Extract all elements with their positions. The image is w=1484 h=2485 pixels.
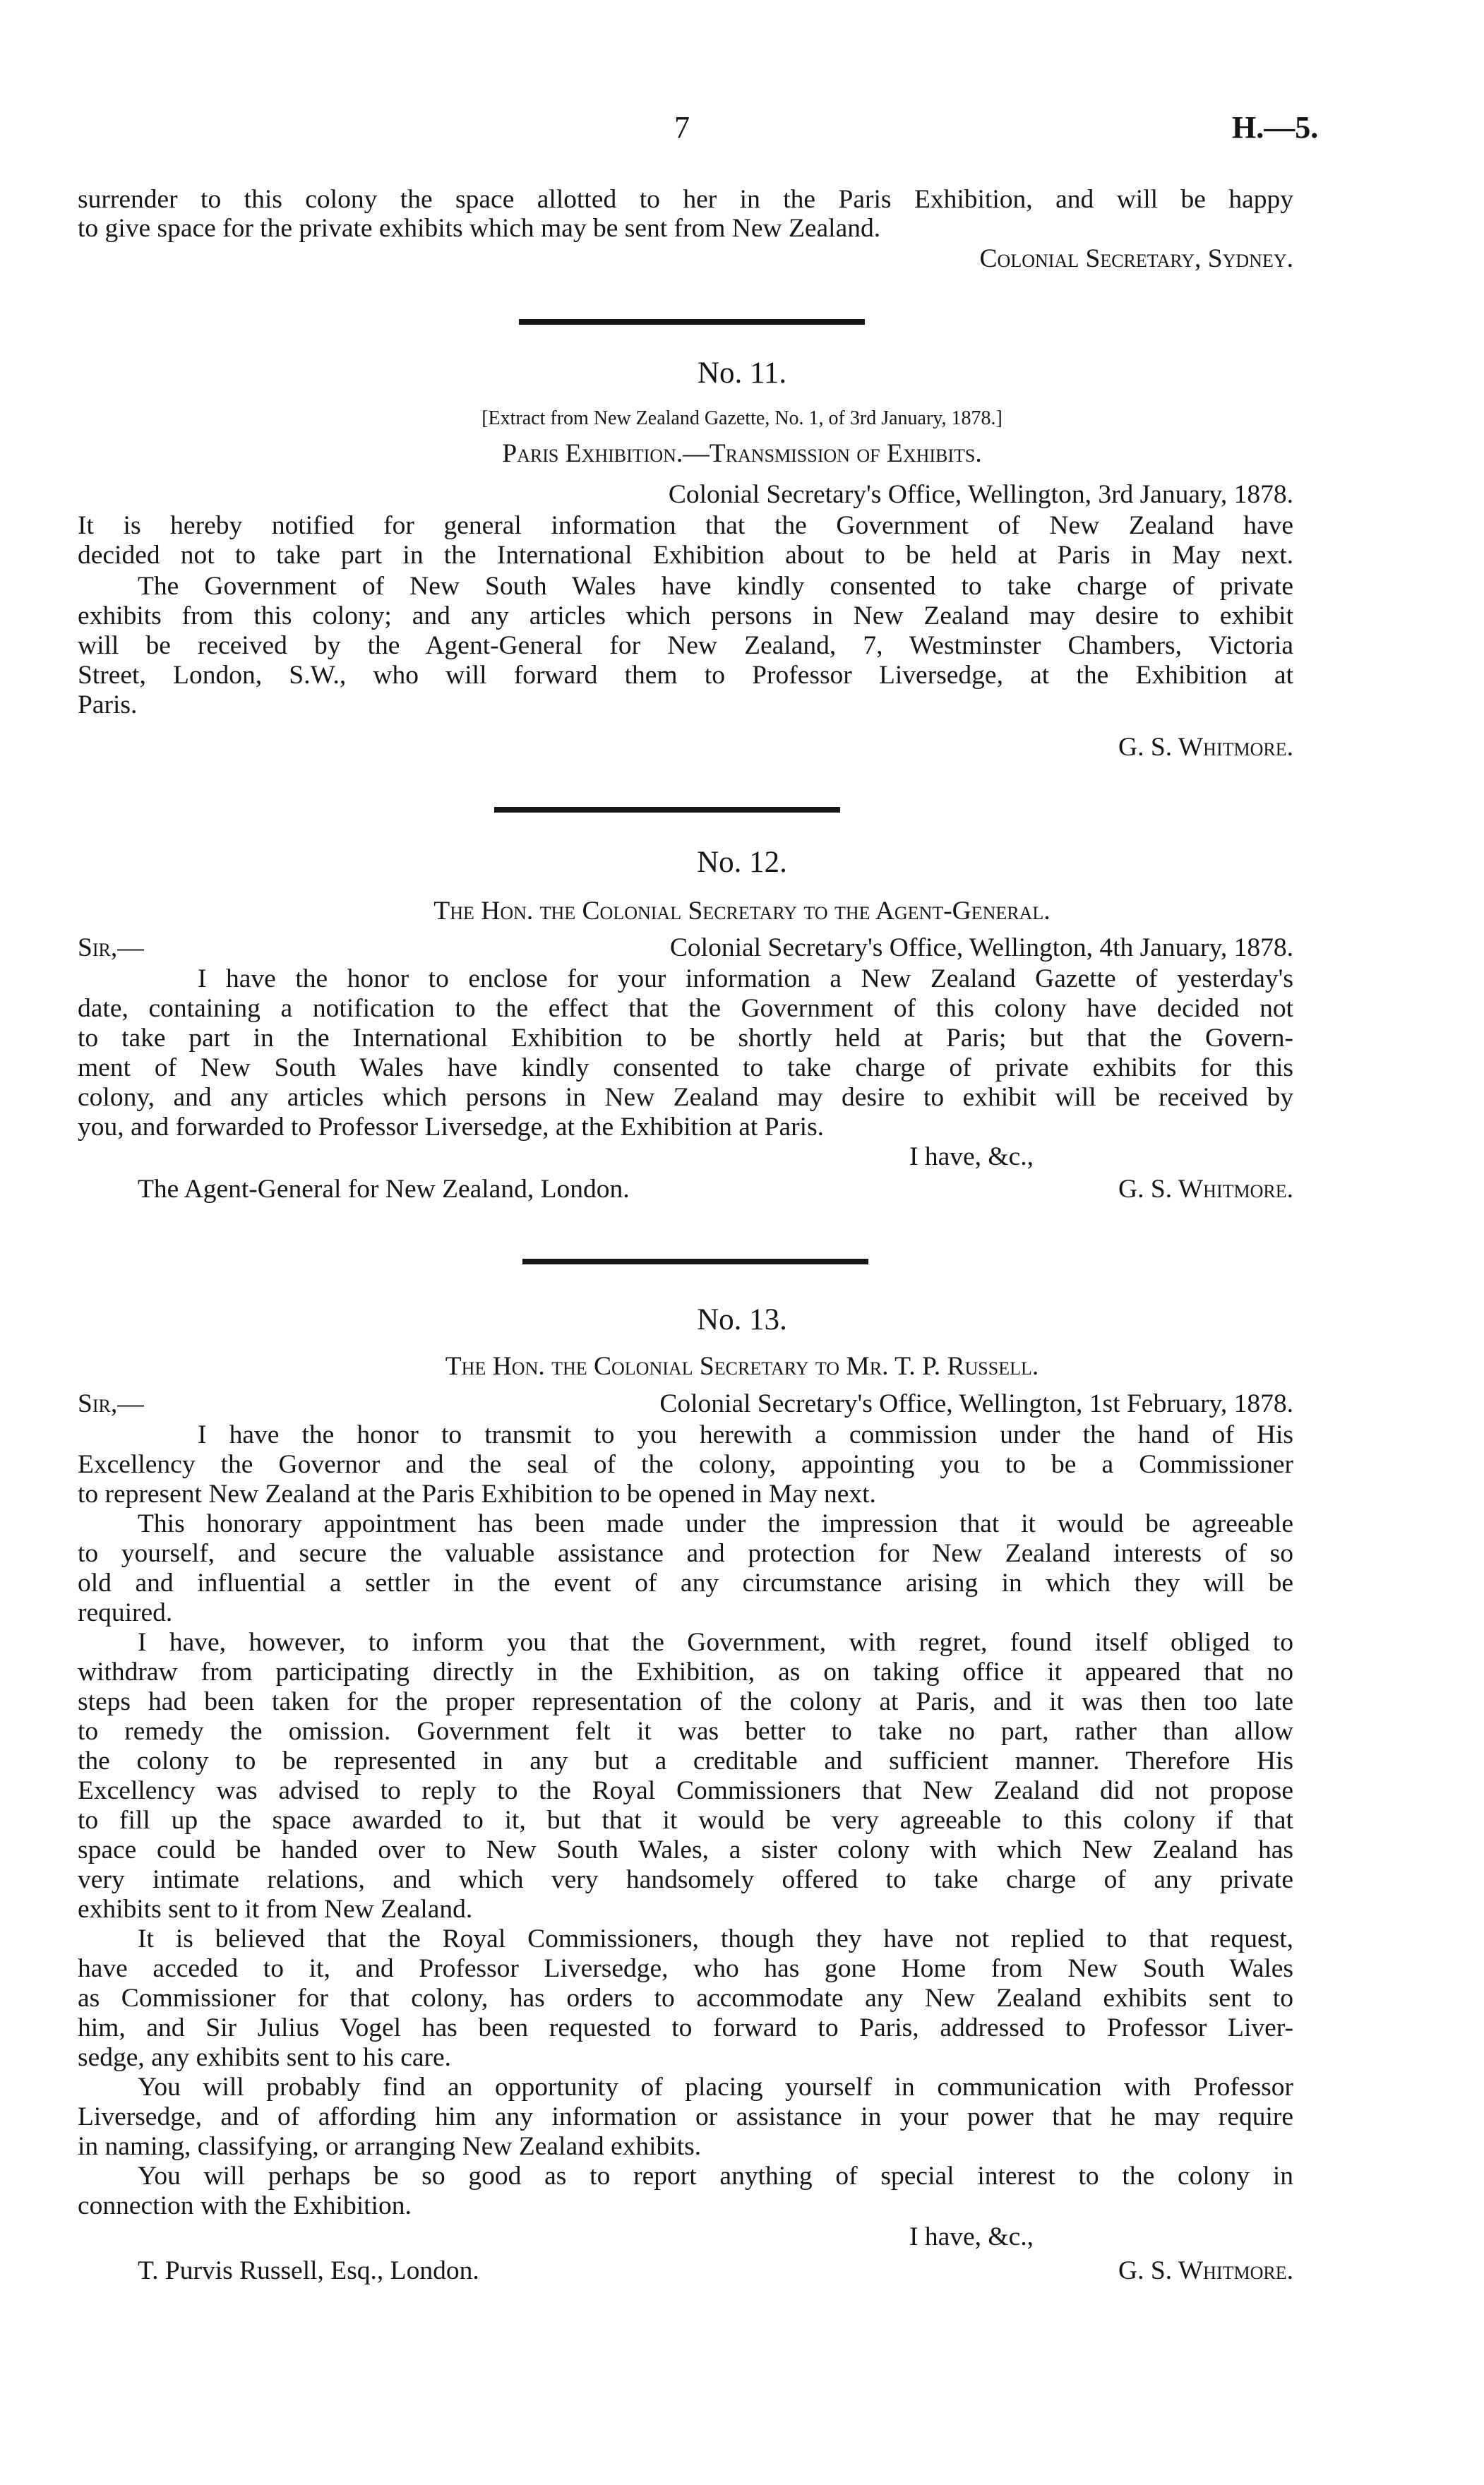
no12-body-line: you, and forwarded to Professor Liversedge, at the Exhibition at Paris. <box>78 1113 825 1142</box>
no11-para2-line: will be received by the Agent-General for New Zealand, 7, Westminster Chambers, Victoria <box>78 631 1293 660</box>
no12-body-line: I have the honor to enclose for your information a New Zealand Gazette of yesterday's <box>198 964 1293 993</box>
no13-para2-line: to yourself, and secure the valuable assistance and protection for New Zealand interests of so <box>78 1539 1293 1568</box>
no12-addressee: The Agent-General for New Zealand, London. <box>138 1175 630 1204</box>
no13-para3-line: I have, however, to inform you that the Government, with regret, found itself obliged to <box>138 1628 1293 1657</box>
no13-para3-line: the colony to be represented in any but a creditable and sufficient manner. Therefore His <box>78 1747 1293 1776</box>
no12-body-line: ment of New South Wales have kindly consented to take charge of private exhibits for this <box>78 1053 1293 1082</box>
no13-para5-line: in naming, classifying, or arranging New Zealand exhibits. <box>78 2132 702 2161</box>
no13-para3-line: exhibits sent to it from New Zealand. <box>78 1895 473 1924</box>
no11-para1-line: It is hereby notified for general information that the Government of New Zealand have <box>78 511 1293 540</box>
section-divider <box>522 1259 868 1264</box>
no12-body-line: to take part in the International Exhibition to be shortly held at Paris; but that the Govern- <box>78 1024 1293 1053</box>
no11-signature: G. S. Whitmore. <box>1118 733 1293 762</box>
no12-closing: I have, &c., <box>909 1142 1034 1171</box>
no12-body-line: colony, and any articles which persons in New Zealand may desire to exhibit will be received by <box>78 1083 1293 1112</box>
no13-para3-line: space could be handed over to New South Wales, a sister colony with which New Zealand has <box>78 1836 1293 1864</box>
section-divider <box>494 807 840 813</box>
no13-para2-line: required. <box>78 1598 173 1627</box>
no13-para1-line: Excellency the Governor and the seal of the colony, appointing you to be a Commissioner <box>78 1450 1293 1479</box>
no11-para2-line: Paris. <box>78 690 138 719</box>
no13-para6-line: connection with the Exhibition. <box>78 2191 412 2220</box>
no11-para2-line: The Government of New South Wales have kindly consented to take charge of private <box>138 572 1293 601</box>
no13-para3-line: very intimate relations, and which very handsomely offered to take charge of any private <box>78 1865 1293 1894</box>
section-number-11: No. 11. <box>697 357 787 390</box>
salutation-13: Sir,— <box>78 1389 144 1418</box>
no12-signature: G. S. Whitmore. <box>1118 1175 1293 1204</box>
no13-para5-line: Liversedge, and of affording him any information or assistance in your power that he may require <box>78 2102 1293 2131</box>
no11-para2-line: Street, London, S.W., who will forward them to Professor Liversedge, at the Exhibition at <box>78 661 1293 690</box>
no13-para3-line: to remedy the omission. Government felt it was better to take no part, rather than allow <box>78 1717 1293 1746</box>
no13-para2-line: old and influential a settler in the event of any circumstance arising in which they will be <box>78 1569 1293 1598</box>
no12-body-line: date, containing a notification to the effect that the Government of this colony have decided not <box>78 994 1293 1023</box>
no13-para3-line: Excellency was advised to reply to the Royal Commissioners that New Zealand did not propose <box>78 1776 1293 1805</box>
no11-para1-line: decided not to take part in the International Exhibition about to be held at Paris in May next. <box>78 541 1293 570</box>
no13-para5-line: You will probably find an opportunity of placing yourself in communication with Professor <box>138 2073 1293 2102</box>
page-number: 7 <box>674 110 690 145</box>
dateline-13: Colonial Secretary's Office, Wellington, 1st February, 1878. <box>659 1389 1293 1418</box>
no13-para4-line: have acceded to it, and Professor Liversedge, who has gone Home from New South Wales <box>78 1954 1293 1983</box>
intro-line: surrender to this colony the space allotted to her in the Paris Exhibition, and will be happy <box>78 185 1293 214</box>
no13-closing: I have, &c., <box>909 2222 1034 2251</box>
no13-para4-line: as Commissioner for that colony, has orders to accommodate any New Zealand exhibits sent to <box>78 1984 1293 2013</box>
notice-subject: Paris Exhibition.—Transmission of Exhibits. <box>502 439 982 468</box>
no13-para3-line: to fill up the space awarded to it, but that it would be very agreeable to this colony if that <box>78 1806 1293 1835</box>
letter-heading-12: The Hon. the Colonial Secretary to the Agent-General. <box>433 897 1051 926</box>
no13-para3-line: steps had been taken for the proper representation of the colony at Paris, and it was then too late <box>78 1687 1293 1716</box>
gazette-extract-note: [Extract from New Zealand Gazette, No. 1, of 3rd January, 1878.] <box>481 407 1003 429</box>
no13-para6-line: You will perhaps be so good as to report anything of special interest to the colony in <box>138 2162 1293 2191</box>
no13-para4-line: sedge, any exhibits sent to his care. <box>78 2043 452 2072</box>
salutation-12: Sir,— <box>78 933 144 962</box>
dateline-12: Colonial Secretary's Office, Wellington, 4th January, 1878. <box>669 933 1293 962</box>
no11-para2-line: exhibits from this colony; and any articles which persons in New Zealand may desire to exhibit <box>78 601 1293 630</box>
section-number-13: No. 13. <box>697 1303 787 1336</box>
dateline-11: Colonial Secretary's Office, Wellington, 3rd January, 1878. <box>668 480 1293 509</box>
intro-line: to give space for the private exhibits which may be sent from New Zealand. <box>78 214 881 243</box>
no13-para4-line: It is believed that the Royal Commissioners, though they have not replied to that request, <box>138 1924 1293 1953</box>
no13-signature: G. S. Whitmore. <box>1118 2256 1293 2285</box>
no13-para1-line: to represent New Zealand at the Paris Exhibition to be opened in May next. <box>78 1480 876 1509</box>
no13-para2-line: This honorary appointment has been made under the impression that it would be agreeable <box>138 1509 1293 1538</box>
letter-heading-13: The Hon. the Colonial Secretary to Mr. T. P. Russell. <box>445 1352 1039 1381</box>
no13-para3-line: withdraw from participating directly in the Exhibition, as on taking office it appeared that no <box>78 1658 1293 1687</box>
no13-para4-line: him, and Sir Julius Vogel has been requested to forward to Paris, addressed to Professor Liver- <box>78 2013 1293 2042</box>
no13-para1-line: I have the honor to transmit to you herewith a commission under the hand of His <box>198 1420 1293 1449</box>
document-reference: H.—5. <box>1232 110 1319 145</box>
section-divider <box>519 319 865 325</box>
no13-addressee: T. Purvis Russell, Esq., London. <box>138 2256 479 2285</box>
section-number-12: No. 12. <box>697 846 787 879</box>
intro-signature: Colonial Secretary, Sydney. <box>979 244 1293 273</box>
